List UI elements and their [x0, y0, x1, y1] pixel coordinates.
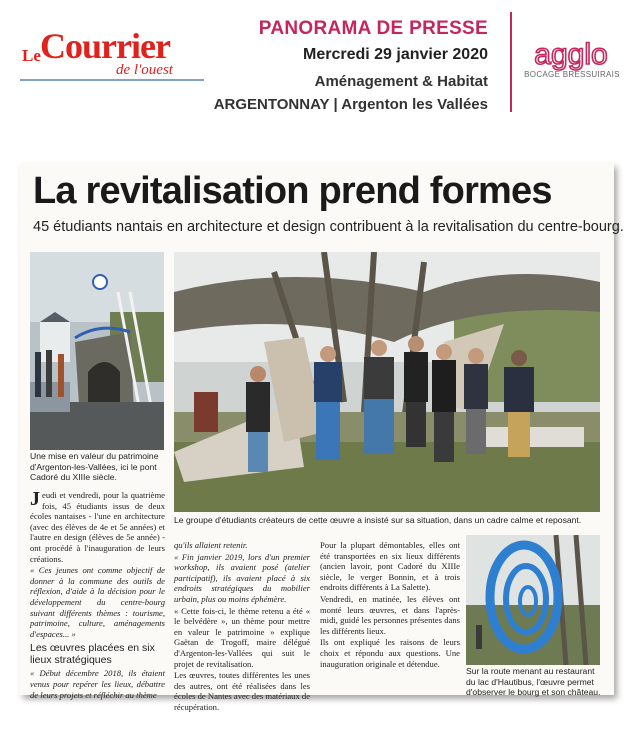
- caption-main: Le groupe d'étudiants créateurs de cette œuvre a insisté sur sa situation, dans un cadre calme et reposant.: [174, 515, 582, 525]
- col1-paragraph-3: « Début décembre 2018, ils étaient venus pour repérer les lieux, débattre de leurs projets et réfléchir au thème: [30, 668, 165, 700]
- article-column-1: [30, 490, 165, 701]
- article-subtitle: 45 étudiants nantais en architecture et design contribuent à la revitalisation du centre-bourg.: [33, 219, 624, 235]
- masthead-de-louest: de l'ouest: [116, 62, 173, 78]
- article-column-3: [320, 540, 460, 670]
- agglo-subtitle: BOCAGE BRESSUIRAIS: [524, 70, 620, 79]
- masthead-underline: [20, 79, 204, 81]
- press-date: Mercredi 29 janvier 2020: [302, 46, 488, 63]
- article-column-2: [174, 540, 310, 714]
- agglo-logo-text: agglo: [534, 38, 608, 71]
- photo-students-group: [174, 252, 600, 512]
- col1-subheading: Les œuvres placées en six lieux stratégiques: [30, 642, 155, 667]
- press-category: Aménagement & Habitat: [314, 73, 488, 90]
- col3-paragraph-2: Vendredi, en matinée, les élèves ont monté leurs œuvres, et dans l'après-midi, guidé les personnes présentes dans les différents lieux.: [320, 593, 460, 636]
- col1-paragraph-1: eudi et vendredi, pour la quatrième fois, 45 étudiants issus de deux écoles nantaises - l'une en architecture (avec des élèves de 4e et 5e années) et l'autre en design (élèves de 5e année) - ont procédé à l'inauguration de leurs créations.: [30, 490, 165, 564]
- header-divider: [510, 12, 512, 112]
- drop-cap: J: [30, 488, 40, 510]
- masthead-le: Le: [22, 46, 41, 65]
- col2-paragraph-3: « Cette fois-ci, le thème retenu a été « le belvédère », un thème pour mettre en valeur le patrimoine » explique Gaëtan de Trogoff, maire délégué d'Argenton-les-Vallées qui suit le projet de revitalisation.: [174, 605, 310, 669]
- col2-paragraph-4: Les œuvres, toutes différentes les unes des autres, ont été réalisées dans les écoles de Nantes avec des matériaux de récupération.: [174, 670, 311, 712]
- photo-spiral-sculpture: [466, 535, 600, 665]
- caption-small: Sur la route menant au restaurant du lac d'Hautibus, l'œuvre permet d'observer le bourg et son château.: [466, 666, 601, 697]
- caption-left: Une mise en valeur du patrimoine d'Argenton-les-Vallées, ici le pont Cadoré du XIIIe siècle.: [30, 451, 159, 482]
- masthead-courrier: Courrier: [40, 26, 170, 66]
- col1-paragraph-2: « Ces jeunes ont comme objectif de donner à la commune des outils de réflexion, d'aide à la décision pour le développement du centre-bourg suivant différents thèmes : tourisme, patrimoine, culture, aménagements d'espaces... »: [30, 565, 165, 639]
- article-title: La revitalisation prend formes: [33, 170, 552, 212]
- col2-paragraph-2: « Fin janvier 2019, lors d'un premier workshop, ils avaient posé (atelier participatif), ils avaient placé à six endroits stratégiques du mobilier urbain, plus ou moins éphémère.: [174, 551, 310, 604]
- press-location: ARGENTONNAY | Argenton les Vallées: [213, 96, 488, 113]
- panorama-title: PANORAMA DE PRESSE: [258, 18, 488, 39]
- col2-paragraph-1: qu'ils allaient retenir.: [174, 540, 248, 550]
- photo-pont-cadore: [30, 252, 164, 450]
- col3-paragraph-1: Pour la plupart démontables, elles ont été transportées en six lieux différents (ancien lavoir, pont Cadoré du XIIIe siècle, le verger Bonnin, et à trois endroits différents à La Salette).: [320, 540, 460, 593]
- col3-paragraph-3: Ils ont expliqué les raisons de leurs choix et répondu aux questions. Une inauguration originale et détendue.: [320, 637, 460, 669]
